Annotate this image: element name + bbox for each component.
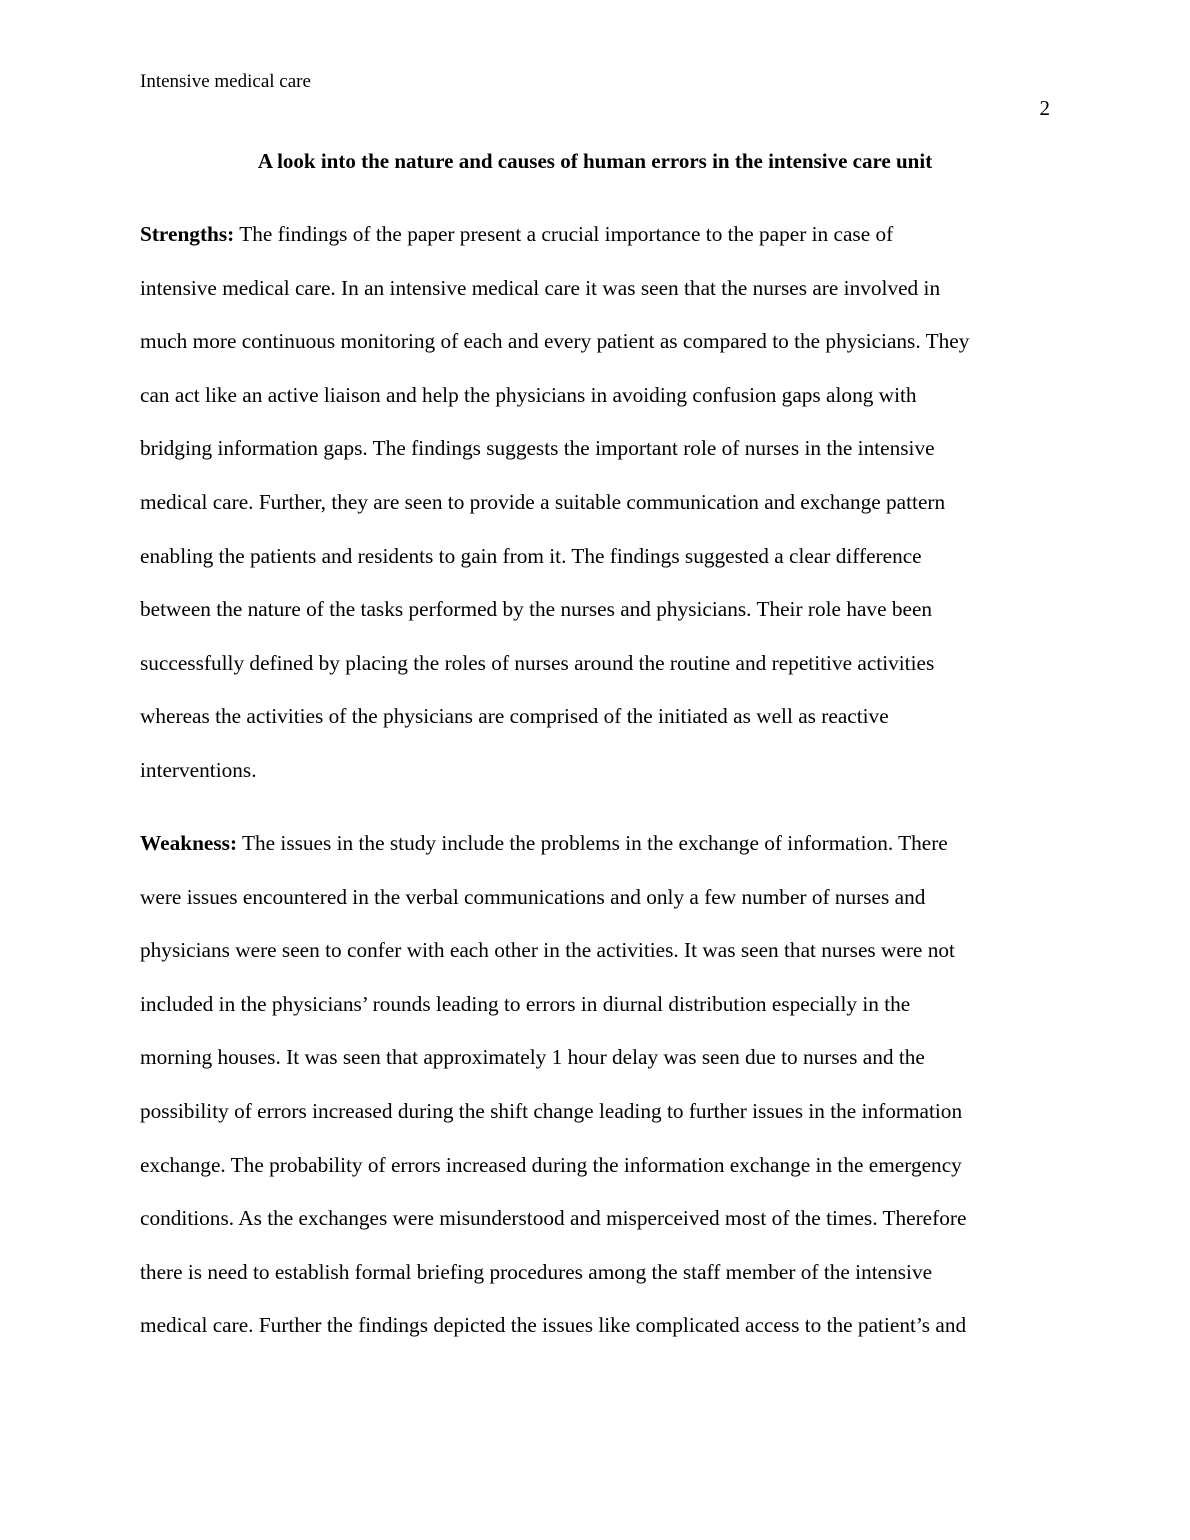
running-head: Intensive medical care <box>140 71 311 92</box>
paragraph-line: conditions. As the exchanges were misunderstood and misperceived most of the times. Therefore <box>140 1206 967 1231</box>
paragraph-line: between the nature of the tasks performed by the nurses and physicians. Their role have been <box>140 597 933 622</box>
strengths-paragraph <box>140 219 1052 809</box>
paragraph-line: bridging information gaps. The findings suggests the important role of nurses in the intensive <box>140 436 935 461</box>
paragraph-line: whereas the activities of the physicians are comprised of the initiated as well as reactive <box>140 704 889 729</box>
paragraph-line: enabling the patients and residents to gain from it. The findings suggested a clear difference <box>140 543 922 568</box>
paragraph-line <box>140 828 1052 882</box>
weakness-label: Weakness: <box>140 831 238 855</box>
paragraph-line: exchange. The probability of errors increased during the information exchange in the emergency <box>140 1152 962 1177</box>
paragraph-line: interventions. <box>140 757 257 782</box>
page-number: 2 <box>1039 96 1050 120</box>
paragraph-line: physicians were seen to confer with each other in the activities. It was seen that nurses were not <box>140 938 955 963</box>
weakness-paragraph <box>140 828 1052 1364</box>
paragraph-line: morning houses. It was seen that approximately 1 hour delay was seen due to nurses and the <box>140 1045 925 1070</box>
paragraph-line: were issues encountered in the verbal communications and only a few number of nurses and <box>140 884 926 909</box>
paragraph-line: successfully defined by placing the roles of nurses around the routine and repetitive activities <box>140 650 935 675</box>
paragraph-line <box>140 219 1052 273</box>
paragraph-line: medical care. Further, they are seen to provide a suitable communication and exchange pattern <box>140 489 946 514</box>
paragraph-line: there is need to establish formal briefing procedures among the staff member of the intensive <box>140 1259 933 1284</box>
paragraph-line: can act like an active liaison and help the physicians in avoiding confusion gaps along with <box>140 382 917 407</box>
strengths-label: Strengths: <box>140 222 235 246</box>
paragraph-line: much more continuous monitoring of each and every patient as compared to the physicians. They <box>140 329 970 354</box>
paragraph-line: intensive medical care. In an intensive medical care it was seen that the nurses are involved in <box>140 275 941 300</box>
line-text: The issues in the study include the problems in the exchange of information. There <box>237 831 948 855</box>
paragraph-line: medical care. Further the findings depicted the issues like complicated access to the patient’s and <box>140 1313 967 1338</box>
paragraph-line: possibility of errors increased during the shift change leading to further issues in the information <box>140 1098 963 1123</box>
paragraph-line: included in the physicians’ rounds leading to errors in diurnal distribution especially in the <box>140 991 911 1016</box>
document-title: A look into the nature and causes of human errors in the intensive care unit <box>257 149 933 173</box>
line-text: The findings of the paper present a crucial importance to the paper in case of <box>234 222 894 246</box>
